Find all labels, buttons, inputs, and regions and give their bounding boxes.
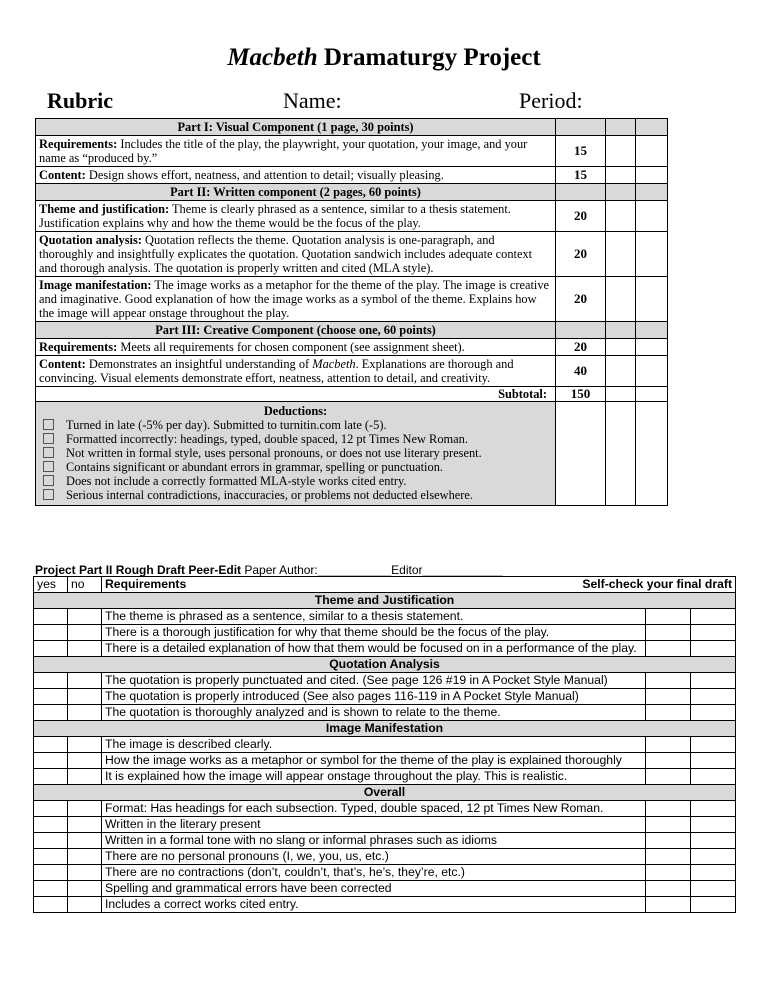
no-cell[interactable]	[68, 673, 102, 689]
checkbox[interactable]	[43, 433, 54, 444]
section-heading: Theme and Justification	[34, 593, 736, 609]
period-label: Period:	[519, 88, 583, 113]
self-check-cell[interactable]	[646, 609, 691, 625]
col-selfcheck: Self-check your final draft	[582, 577, 733, 592]
self-check-cell[interactable]	[691, 801, 736, 817]
self-check-cell[interactable]	[691, 897, 736, 913]
checkbox[interactable]	[43, 461, 54, 472]
no-cell[interactable]	[68, 737, 102, 753]
checkbox[interactable]	[43, 489, 54, 500]
part3-header: Part III: Creative Component (choose one, 60 points)	[36, 322, 556, 339]
self-check-cell[interactable]	[646, 865, 691, 881]
requirement-item: There is a thorough justification for why that theme should be the focus of the play.	[102, 625, 646, 641]
yes-cell[interactable]	[34, 865, 68, 881]
self-check-cell[interactable]	[646, 641, 691, 657]
self-check-cell[interactable]	[646, 625, 691, 641]
col-no: no	[68, 577, 102, 593]
self-check-cell[interactable]	[691, 769, 736, 785]
self-check-cell[interactable]	[691, 865, 736, 881]
part3-req-points: 20	[556, 339, 606, 356]
yes-cell[interactable]	[34, 625, 68, 641]
self-check-cell[interactable]	[691, 881, 736, 897]
self-check-cell[interactable]	[646, 737, 691, 753]
self-check-cell[interactable]	[691, 705, 736, 721]
self-check-cell[interactable]	[646, 673, 691, 689]
self-check-cell[interactable]	[691, 673, 736, 689]
deductions	[36, 402, 556, 506]
self-check-cell[interactable]	[691, 625, 736, 641]
self-check-cell[interactable]	[646, 705, 691, 721]
self-check-cell[interactable]	[691, 641, 736, 657]
deductions-title: Deductions:	[263, 404, 328, 418]
quotation-analysis: Quotation analysis: Quotation reflects the theme. Quotation analysis is one-paragraph, and thoroughly and insightfully explicates the quotation. Quotation sandwich includes adequate context and thorough analysis. The quotation is properly written and cited (MLA style).	[36, 232, 556, 277]
deduction-item: Contains significant or abundant errors in grammar, spelling or punctuation.	[39, 460, 552, 474]
yes-cell[interactable]	[34, 689, 68, 705]
yes-cell[interactable]	[34, 673, 68, 689]
self-check-cell[interactable]	[691, 689, 736, 705]
section-heading: Overall	[34, 785, 736, 801]
self-check-cell[interactable]	[646, 817, 691, 833]
name-label: Name:	[283, 88, 342, 113]
part2-header: Part II: Written component (2 pages, 60 points)	[36, 184, 556, 201]
part1-content: Content: Design shows effort, neatness, and attention to detail; visually pleasing.	[36, 167, 556, 184]
page-title	[0, 44, 768, 72]
yes-cell[interactable]	[34, 833, 68, 849]
requirement-item: Written in the literary present	[102, 817, 646, 833]
requirement-item: The quotation is properly introduced (See also pages 116-119 in A Pocket Style Manual)	[102, 689, 646, 705]
self-check-cell[interactable]	[691, 817, 736, 833]
yes-cell[interactable]	[34, 881, 68, 897]
image-manifestation: Image manifestation: The image works as a metaphor for the theme of the play. The image is creative and imaginative. Good explanation of how the image works as a symbol of the theme. Explains how the image will appear onstage throughout the play.	[36, 277, 556, 322]
no-cell[interactable]	[68, 769, 102, 785]
subtotal-label: Subtotal:	[36, 387, 556, 402]
no-cell[interactable]	[68, 705, 102, 721]
no-cell[interactable]	[68, 801, 102, 817]
part3-requirements: Requirements: Meets all requirements for chosen component (see assignment sheet).	[36, 339, 556, 356]
deduction-item: Does not include a correctly formatted MLA-style works cited entry.	[39, 474, 552, 488]
quotation-points: 20	[556, 232, 606, 277]
yes-cell[interactable]	[34, 705, 68, 721]
yes-cell[interactable]	[34, 897, 68, 913]
part1-header: Part I: Visual Component (1 page, 30 points)	[36, 119, 556, 136]
self-check-cell[interactable]	[691, 737, 736, 753]
yes-cell[interactable]	[34, 849, 68, 865]
requirement-item: The image is described clearly.	[102, 737, 646, 753]
self-check-cell[interactable]	[691, 609, 736, 625]
part1-content-points: 15	[556, 167, 606, 184]
section-heading: Image Manifestation	[34, 721, 736, 737]
peer-edit-title: Project Part II Rough Draft Peer-Edit Paper Author:___________Editor____________	[35, 563, 503, 577]
self-check-cell[interactable]	[646, 897, 691, 913]
deduction-item: Formatted incorrectly: headings, typed, double spaced, 12 pt Times New Roman.	[39, 432, 552, 446]
yes-cell[interactable]	[34, 769, 68, 785]
no-cell[interactable]	[68, 817, 102, 833]
rubric-label: Rubric	[47, 88, 113, 113]
no-cell[interactable]	[68, 897, 102, 913]
yes-cell[interactable]	[34, 641, 68, 657]
self-check-cell[interactable]	[646, 801, 691, 817]
section-heading: Quotation Analysis	[34, 657, 736, 673]
peer-edit-table	[33, 576, 736, 913]
requirement-item: Format: Has headings for each subsection. Typed, double spaced, 12 pt Times New Roman.	[102, 801, 646, 817]
self-check-cell[interactable]	[646, 753, 691, 769]
requirement-item: It is explained how the image will appear onstage throughout the play. This is realistic.	[102, 769, 646, 785]
theme-points: 20	[556, 201, 606, 232]
checkbox[interactable]	[43, 419, 54, 430]
theme-justification: Theme and justification: Theme is clearly phrased as a sentence, similar to a thesis statement. Justification explains why and how the theme would be the focus of the play.	[36, 201, 556, 232]
requirement-item: There is a detailed explanation of how that them would be focused on in a performance of the play.	[102, 641, 646, 657]
title-italic: Macbeth	[227, 44, 318, 71]
deduction-item: Serious internal contradictions, inaccuracies, or problems not deducted elsewhere.	[39, 488, 552, 502]
requirement-item: Includes a correct works cited entry.	[102, 897, 646, 913]
deduction-item: Turned in late (-5% per day). Submitted to turnitin.com late (-5).	[39, 418, 552, 432]
no-cell[interactable]	[68, 833, 102, 849]
deduction-item: Not written in formal style, uses personal pronouns, or does not use literary present.	[39, 446, 552, 460]
rubric-table	[35, 118, 668, 506]
subtotal-points: 150	[556, 387, 606, 402]
no-cell[interactable]	[68, 689, 102, 705]
checkbox[interactable]	[43, 475, 54, 486]
col-yes: yes	[34, 577, 68, 593]
requirement-item: Written in a formal tone with no slang or informal phrases such as idioms	[102, 833, 646, 849]
no-cell[interactable]	[68, 625, 102, 641]
yes-cell[interactable]	[34, 737, 68, 753]
self-check-cell[interactable]	[691, 849, 736, 865]
part3-content-points: 40	[556, 356, 606, 387]
col-requirements: Requirements	[105, 577, 187, 592]
self-check-cell[interactable]	[646, 881, 691, 897]
no-cell[interactable]	[68, 881, 102, 897]
self-check-cell[interactable]	[646, 833, 691, 849]
requirement-item: How the image works as a metaphor or symbol for the theme of the play is explained thoroughly	[102, 753, 646, 769]
title-rest: Dramaturgy Project	[317, 44, 541, 71]
requirement-item: The theme is phrased as a sentence, similar to a thesis statement.	[102, 609, 646, 625]
yes-cell[interactable]	[34, 609, 68, 625]
checkbox[interactable]	[43, 447, 54, 458]
yes-cell[interactable]	[34, 817, 68, 833]
requirement-item: There are no personal pronouns (I, we, you, us, etc.)	[102, 849, 646, 865]
part3-content: Content: Demonstrates an insightful understanding of Macbeth. Explanations are thorough and convincing. Visual elements demonstrate effort, neatness, attention to detail, and creativity.	[36, 356, 556, 387]
self-check-cell[interactable]	[646, 849, 691, 865]
no-cell[interactable]	[68, 609, 102, 625]
no-cell[interactable]	[68, 865, 102, 881]
yes-cell[interactable]	[34, 753, 68, 769]
part1-requirements: Requirements: Includes the title of the play, the playwright, your quotation, your image, and your name as “produced by.”	[36, 136, 556, 167]
requirement-item: The quotation is properly punctuated and cited. (See page 126 #19 in A Pocket Style Manual)	[102, 673, 646, 689]
self-check-cell[interactable]	[691, 833, 736, 849]
requirement-item: There are no contractions (don’t, couldn’t, that’s, he’s, they’re, etc.)	[102, 865, 646, 881]
no-cell[interactable]	[68, 849, 102, 865]
self-check-cell[interactable]	[691, 753, 736, 769]
yes-cell[interactable]	[34, 801, 68, 817]
requirement-item: Spelling and grammatical errors have been corrected	[102, 881, 646, 897]
image-points: 20	[556, 277, 606, 322]
no-cell[interactable]	[68, 753, 102, 769]
no-cell[interactable]	[68, 641, 102, 657]
part1-req-points: 15	[556, 136, 606, 167]
requirement-item: The quotation is thoroughly analyzed and is shown to relate to the theme.	[102, 705, 646, 721]
self-check-cell[interactable]	[646, 689, 691, 705]
self-check-cell[interactable]	[646, 769, 691, 785]
